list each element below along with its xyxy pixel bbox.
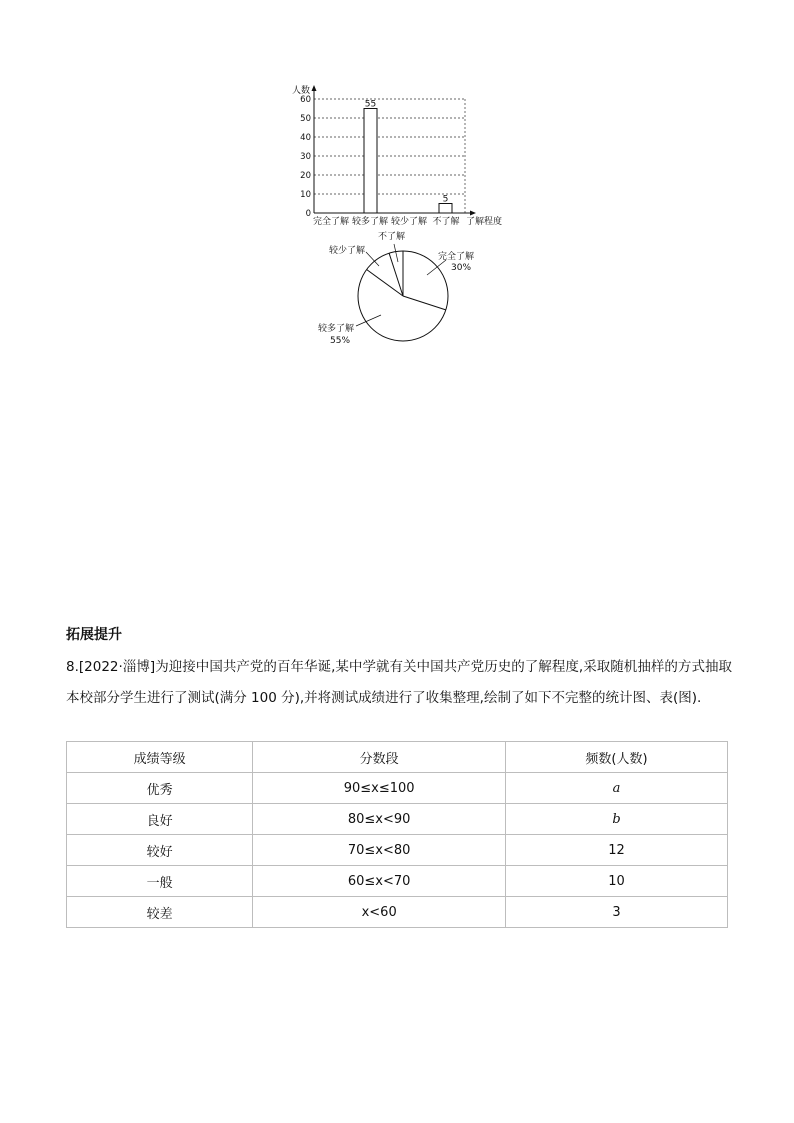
y-tick-label: 10: [300, 190, 311, 200]
x-axis-label: 了解程度: [466, 217, 503, 227]
frequency-cell: 3: [505, 897, 727, 928]
frequency-cell: a: [505, 773, 727, 804]
problem-source: [2022·淄博]: [78, 659, 156, 675]
x-category-label: 完全了解: [312, 217, 350, 227]
y-axis-label: 人数: [292, 86, 311, 96]
bar-more-understanding: [364, 109, 377, 214]
y-tick-label: 0: [305, 209, 311, 219]
frequency-cell: b: [505, 804, 727, 835]
range-cell: x<60: [253, 897, 506, 928]
column-header: 频数(人数): [505, 742, 727, 773]
frequency-cell: 10: [505, 866, 727, 897]
y-tick-label: 20: [300, 171, 311, 181]
table-header-row: [67, 742, 728, 773]
grade-cell: 良好: [67, 804, 253, 835]
table-row: [67, 835, 728, 866]
bar-chart: [292, 84, 502, 227]
grade-cell: 优秀: [67, 773, 253, 804]
problem-text: 为迎接中国共产党的百年华诞,某中学就有关中国共产党历史的了解程度,采取随机抽样的方式抽取本校部分学生进行了测试(满分 100 分),并将测试成绩进行了收集整理,绘制了如下不完整的统计图、表(图).: [66, 659, 732, 706]
x-category-label: 较多了解: [351, 217, 389, 227]
frequency-cell: 12: [505, 835, 727, 866]
bar-value-label: 55: [364, 99, 377, 110]
bar-value-label: 5: [442, 194, 449, 205]
y-tick-label: 40: [300, 133, 311, 143]
pie-chart: [318, 230, 474, 346]
y-tick-label: 30: [300, 152, 311, 162]
range-cell: 70≤x<80: [253, 835, 506, 866]
pie-label-more: 较多了解: [318, 324, 355, 334]
x-category-label: 不了解: [432, 217, 460, 227]
section-title: 拓展提升: [66, 627, 122, 643]
pie-label-more-pct: 55%: [330, 336, 351, 346]
table-row: [67, 804, 728, 835]
problem-statement: [66, 652, 732, 714]
grade-cell: 一般: [67, 866, 253, 897]
y-tick-label: 50: [300, 114, 311, 124]
table-row: [67, 773, 728, 804]
x-category-label: 较少了解: [390, 217, 428, 227]
range-cell: 90≤x≤100: [253, 773, 506, 804]
y-tick-label: 60: [300, 95, 311, 105]
range-cell: 80≤x<90: [253, 804, 506, 835]
range-cell: 60≤x<70: [253, 866, 506, 897]
bar-no-understanding: [439, 204, 452, 214]
x-axis-arrow-icon: [470, 211, 476, 216]
problem-number: 8.: [66, 659, 79, 675]
grade-cell: 较好: [67, 835, 253, 866]
column-header: 成绩等级: [67, 742, 253, 773]
pie-label-less: 较少了解: [329, 246, 366, 256]
table-row: [67, 866, 728, 897]
grade-cell: 较差: [67, 897, 253, 928]
column-header: 分数段: [253, 742, 506, 773]
table-row: [67, 897, 728, 928]
score-table: [66, 741, 728, 928]
figure-svg: [286, 82, 516, 354]
pie-label-complete-pct: 30%: [451, 263, 472, 273]
pie-label-none: 不了解: [378, 232, 406, 242]
y-axis-arrow-icon: [312, 85, 317, 91]
pie-label-complete: 完全了解: [438, 252, 475, 262]
survey-figure: [286, 82, 516, 354]
